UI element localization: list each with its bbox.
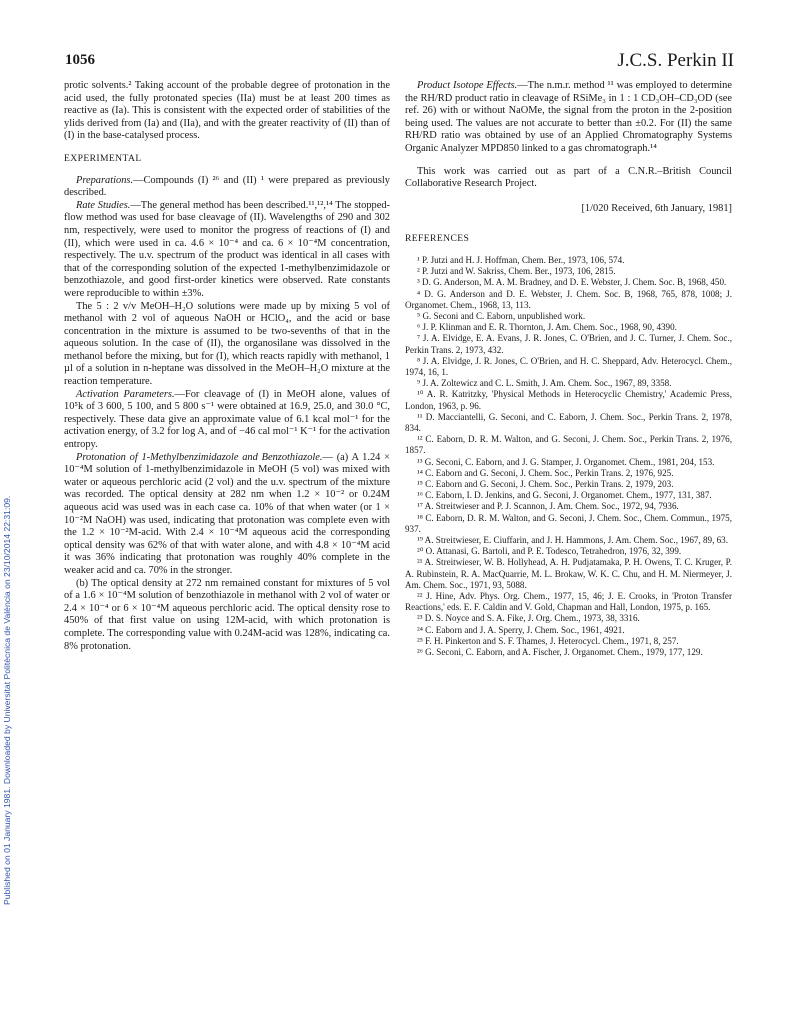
references-list xyxy=(405,255,732,658)
reference-item: ⁴ D. G. Anderson and D. E. Webster, J. Chem. Soc. B, 1968, 765, 878, 1008; J. Organomet. Chem., 1968, 13, 113. xyxy=(405,288,732,310)
reference-item: ²¹ A. Streitwieser, W. B. Hollyhead, A. H. Pudjatamaka, P. H. Owens, T. C. Kruger, P. A. Rubinstein, R. A. MacQuarrie, M. L. Brokaw, W. K. C. Chu, and H. M. Niermeyer, J. Am. Chem. Soc., 1971, 93, 5088. xyxy=(405,557,732,590)
reference-item: ⁹ J. A. Zoltewicz and C. L. Smith, J. Am. Chem. Soc., 1967, 89, 3358. xyxy=(417,378,672,389)
reference-item: ¹⁹ A. Streitwieser, E. Ciuffarin, and J. H. Hammons, J. Am. Chem. Soc., 1967, 89, 63. xyxy=(417,535,728,546)
isotope-text: —The n.m.r. method ¹¹ was employed to determine the RH/RD product ratio in cleavage of RSiMe₃ in 1 : 1 CD₃OH–CD₃OD (see ref. 26) with or without NaOMe, the signal from the proton in the 2-position being used. The values are not accurate to better than ±0.2. For (II) the same RH/RD ratio was obtained by use of an Applied Chromatography Systems Organic Analyzer MPD850 linked to a gas chromatograph.¹⁴ xyxy=(405,80,732,154)
reference-item: ¹⁴ C. Eaborn and G. Seconi, J. Chem. Soc., Perkin Trans. 2, 1976, 925. xyxy=(417,467,674,478)
reference-item: ¹⁸ C. Eaborn, D. R. M. Walton, and G. Seconi, J. Chem. Soc., Chem. Commun., 1975, 937. xyxy=(405,512,732,534)
preparations-text: —Compounds (I) ²⁶ and (II) ¹ were prepared as previously described. xyxy=(64,174,390,199)
intro-paragraph: protic solvents.² Taking account of the probable degree of protonation in the acid used, the fully protonated species (IIa) must be at least 200 times as reactive as (Ia). This is consistent with the expected order of stabilities of the ylids derived from (Ia) and (IIa), and with the greater reactivity of (II) than of (I) in the base-catalysed process. xyxy=(64,80,390,142)
reference-item: ⁵ G. Seconi and C. Eaborn, unpublished work. xyxy=(417,310,586,321)
mixing-paragraph: The 5 : 2 v/v MeOH–H₂O solutions were made up by mixing 5 vol of methanol with 2 vol of aqueous NaOH or HClO₄, and the acid or base concentration in the mixture is assumed to be two-sevenths of that in the aqueous solution. In the case of (II), the organosilane was dissolved in the methanol before the mixing, but for (I), which reacts rapidly with methanol, 1 µl of a solution in n-heptane was dissolved in the MeOH–H₂O mixture at the reaction temperature. xyxy=(64,300,390,388)
activation-title: Activation Parameters. xyxy=(76,388,175,400)
reference-item: ¹³ G. Seconi, C. Eaborn, and J. G. Stamper, J. Organomet. Chem., 1981, 204, 153. xyxy=(417,456,715,467)
right-column xyxy=(405,80,732,658)
reference-item: ²⁴ C. Eaborn and J. A. Sperry, J. Chem. Soc., 1961, 4921. xyxy=(417,624,625,635)
reference-item: ²⁰ O. Attanasi, G. Bartoli, and P. E. Todesco, Tetrahedron, 1976, 32, 399. xyxy=(417,546,682,557)
rate-studies-text: —The general method has been described.¹¹,¹²,¹⁴ The stopped-flow method was used for base cleavage of (II). Wavelengths of 290 and 302 nm, respectively, were used to monitor the progress of reactions of (I) and (II), which were used in ca. 4.6 × 10⁻⁴ and ca. 6 × 10⁻⁴M concentration, respectively. The u.v. spectrum of the product was identical in all cases with that of the corresponding solution of the expected 1-methylbenzimidazole or benzothiazole, and good first-order kinetics were observed. Rate constants were reproducible to within ±3%. xyxy=(64,199,390,299)
reference-item: ³ D. G. Anderson, M. A. M. Bradney, and D. E. Webster, J. Chem. Soc. B, 1968, 450. xyxy=(417,277,727,288)
activation-text: —For cleavage of (I) in MeOH alone, values of 10⁵k of 3 600, 5 100, and 5 800 s⁻¹ were obtained at 16.9, 25.0, and 30.0 °C, respectively. These data give an approximate value of 6.1 kcal mol⁻¹ for the activation energy, of 3.2 for log A, and of −46 cal mol⁻¹ K⁻¹ for the activation entropy. xyxy=(64,388,391,451)
reference-item: ²³ D. S. Noyce and S. A. Fike, J. Org. Chem., 1973, 38, 3316. xyxy=(417,613,640,624)
reference-item: ¹ P. Jutzi and H. J. Hoffman, Chem. Ber., 1973, 106, 574. xyxy=(417,254,625,265)
reference-item: ²⁶ G. Seconi, C. Eaborn, and A. Fischer, J. Organomet. Chem., 1979, 177, 129. xyxy=(417,647,703,658)
reference-item: ²² J. Hine, Adv. Phys. Org. Chem., 1977, 15, 46; J. E. Crooks, in 'Proton Transfer Reactions,' eds. E. F. Caldin and V. Gold, Chapman and Hall, London, 1975, p. 165. xyxy=(405,591,732,613)
download-side-note: Published on 01 January 1981. Downloaded by Universitat Politècnica de València on 23/10/2014 22:31:09. xyxy=(2,495,12,905)
reference-item: ¹² C. Eaborn, D. R. M. Walton, and G. Seconi, J. Chem. Soc., Perkin Trans. 2, 1976, 1857. xyxy=(405,434,732,456)
reference-item: ⁸ J. A. Elvidge, J. R. Jones, C. O'Brien, and H. C. Sheppard, Adv. Heterocycl. Chem., 1974, 16, 1. xyxy=(405,355,732,377)
reference-item: ¹⁶ C. Eaborn, I. D. Jenkins, and G. Seconi, J. Organomet. Chem., 1977, 131, 387. xyxy=(417,490,712,501)
preparations-title: Preparations. xyxy=(76,174,134,186)
isotope-paragraph xyxy=(405,80,732,156)
protonation-paragraph xyxy=(64,452,390,578)
protonation-a-text: — (a) A 1.24 × 10⁻⁴M solution of 1-methylbenzimidazole in MeOH (5 vol) was mixed with water or aqueous perchloric acid (2 vol) and the u.v. spectrum of the mixture was recorded. The optical density at 282 nm when 1.2 × 10⁻² or 0.24M aqueous acid was used was in each case ca. 10% of that when water (or 1 × 10⁻²M NaOH) was used, indicating that protonation was complete even with the 1.2 × 10⁻²M-acid. With 2.4 × 10⁻⁴M aqueous acid the corresponding optical density was 62% of that with water alone, and with 4.8 × 10⁻⁴M acid it was 36% indicating that protonation was roughly 40% complete in the weaker acid and ca. 70% in the stronger. xyxy=(64,451,390,576)
reference-item: ²⁵ F. H. Pinkerton and S. F. Thames, J. Heterocycl. Chem., 1971, 8, 257. xyxy=(417,635,679,646)
isotope-title: Product Isotope Effects. xyxy=(417,80,518,91)
reference-item: ⁷ J. A. Elvidge, E. A. Evans, J. R. Jones, C. O'Brien, and J. C. Turner, J. Chem. Soc., Perkin Trans. 2, 1973, 432. xyxy=(405,333,732,355)
experimental-heading: EXPERIMENTAL xyxy=(64,152,142,164)
page-number: 1056 xyxy=(65,52,95,68)
reference-item: ² P. Jutzi and W. Sakriss, Chem. Ber., 1973, 106, 2815. xyxy=(417,266,616,277)
preparations-paragraph xyxy=(64,175,390,200)
rate-studies-title: Rate Studies. xyxy=(76,199,131,211)
protonation-b-paragraph: (b) The optical density at 272 nm remained constant for mixtures of 5 vol of a 1.6 × 10⁻⁴M solution of benzothiazole in methanol with 2 vol of water or 2.4 × 10⁻⁴ or 6 × 10⁻⁴M aqueous perchloric acid. The optical density rose to 450% of that first value on using 12M-acid, with which protonation is complete. The corresponding value with 0.24M-acid was 128%, indicating ca. 8% protonation. xyxy=(64,577,390,652)
left-column xyxy=(64,80,390,653)
reference-item: ⁶ J. P. Klinman and E. R. Thornton, J. Am. Chem. Soc., 1968, 90, 4390. xyxy=(417,322,677,333)
journal-title: J.C.S. Perkin II xyxy=(617,50,734,71)
activation-paragraph xyxy=(64,389,390,452)
references-heading: REFERENCES xyxy=(405,233,470,245)
rate-studies-paragraph xyxy=(64,200,390,301)
reference-item: ¹⁵ C. Eaborn and G. Seconi, J. Chem. Soc., Perkin Trans. 2, 1979, 203. xyxy=(417,479,674,489)
protonation-title: Protonation of 1-Methylbenzimidazole and Benzothiazole. xyxy=(76,451,323,463)
received-line: [1/020 Received, 6th January, 1981] xyxy=(581,202,732,214)
reference-item: ¹⁷ A. Streitwieser and P. J. Scannon, J. Am. Chem. Soc., 1972, 94, 7936. xyxy=(417,501,679,512)
reference-item: ¹¹ D. Macciantelli, G. Seconi, and C. Eaborn, J. Chem. Soc., Perkin Trans. 2, 1978, 834. xyxy=(405,411,732,433)
reference-item: ¹⁰ A. R. Katritzky, 'Physical Methods in Heterocyclic Chemistry,' Academic Press, London, 1963, p. 96. xyxy=(405,389,732,411)
acknowledgement-paragraph: This work was carried out as part of a C.N.R.–British Council Collaborative Research Project. xyxy=(405,165,732,190)
